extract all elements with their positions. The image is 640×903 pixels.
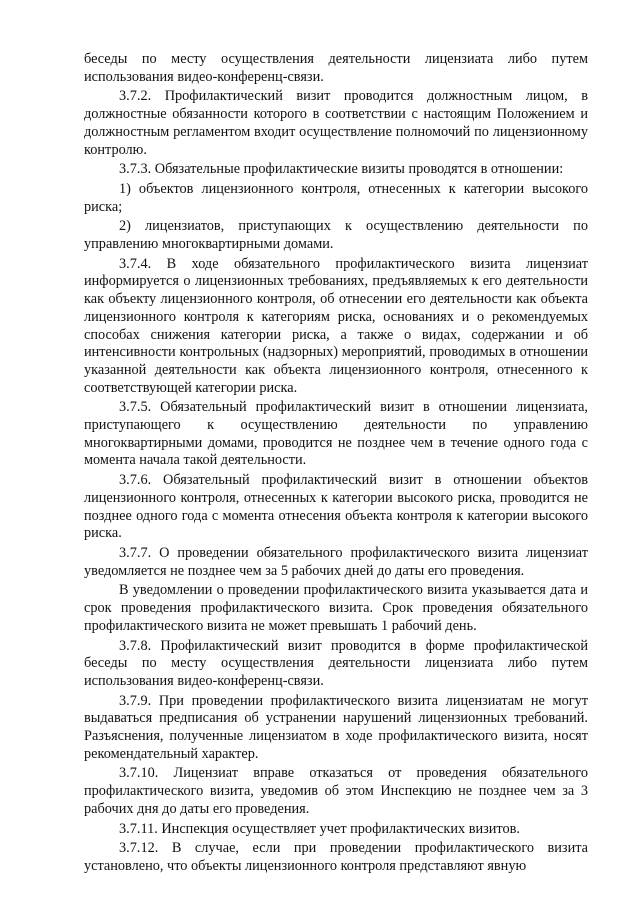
list-item-2: 2) лицензиатов, приступающих к осуществлению деятельности по управлению многоквартирными домами. (84, 218, 588, 253)
paragraph-3-7-6: 3.7.6. Обязательный профилактический визит в отношении объектов лицензионного контроля, отнесенных к категории высокого риска, проводится не позднее одного года с момента отнесения объекта контроля к категории высокого риска. (84, 472, 588, 542)
paragraph-3-7-7: 3.7.7. О проведении обязательного профилактического визита лицензиат уведомляется не позднее чем за 5 рабочих дней до даты его проведения. (84, 544, 588, 579)
paragraph-continuation: беседы по месту осуществления деятельности лицензиата либо путем использования видео-конференц-связи. (84, 51, 588, 85)
paragraph-notice: В уведомлении о проведении профилактического визита указывается дата и срок проведения профилактического визита. Срок проведения обязательного профилактического визита не может превышать 1 рабочий день. (84, 582, 588, 634)
paragraph-3-7-8: 3.7.8. Профилактический визит проводится в форме профилактической беседы по месту осуществления деятельности лицензиата либо путем использования видео-конференц-связи. (84, 637, 588, 689)
paragraph-3-7-3: 3.7.3. Обязательные профилактические визиты проводятся в отношении: (119, 161, 564, 178)
paragraph-3-7-4: 3.7.4. В ходе обязательного профилактического визита лицензиат информируется о лицензионных требованиях, предъявляемых к его деятельности как объекту лицензионного контроля, об отнесении его деятельности как объекта лицензионного контроля к категориям риска, основаниях и о рекомендуемых способах снижения категории риска, а также о видах, содержании и об интенсивности контрольных (надзорных) мероприятий, проводимых в отношении указанной деятельности как объекта лицензионного контроля, отнесенного к соответствующей категории риска. (84, 255, 588, 396)
paragraph-3-7-10: 3.7.10. Лицензиат вправе отказаться от проведения обязательного профилактического визита, уведомив об этом Инспекцию не позднее чем за 3 рабочих дня до даты его проведения. (84, 765, 588, 817)
paragraph-3-7-9: 3.7.9. При проведении профилактического визита лицензиатам не могут выдаваться предписания об устранении нарушений лицензионных требований. Разъяснения, полученные лицензиатом в ходе профилактического визита, носят рекомендательный характер. (84, 692, 588, 762)
paragraph-3-7-5: 3.7.5. Обязательный профилактический визит в отношении лицензиата, приступающего к осуществлению деятельности по управлению многоквартирными домами, проводится не позднее чем в течение одного года с момента начала такой деятельности. (84, 399, 588, 469)
list-item-1: 1) объектов лицензионного контроля, отнесенных к категории высокого риска; (84, 180, 588, 215)
paragraph-3-7-11: 3.7.11. Инспекция осуществляет учет профилактических визитов. (119, 820, 520, 837)
paragraph-3-7-12: 3.7.12. В случае, если при проведении профилактического визита установлено, что объекты лицензионного контроля представляют явную (84, 840, 588, 874)
paragraph-3-7-2: 3.7.2. Профилактический визит проводится должностным лицом, в должностные обязанности которого в соответствии с настоящим Положением и должностным регламентом входит осуществление полномочий по лицензионному контролю. (84, 88, 588, 158)
